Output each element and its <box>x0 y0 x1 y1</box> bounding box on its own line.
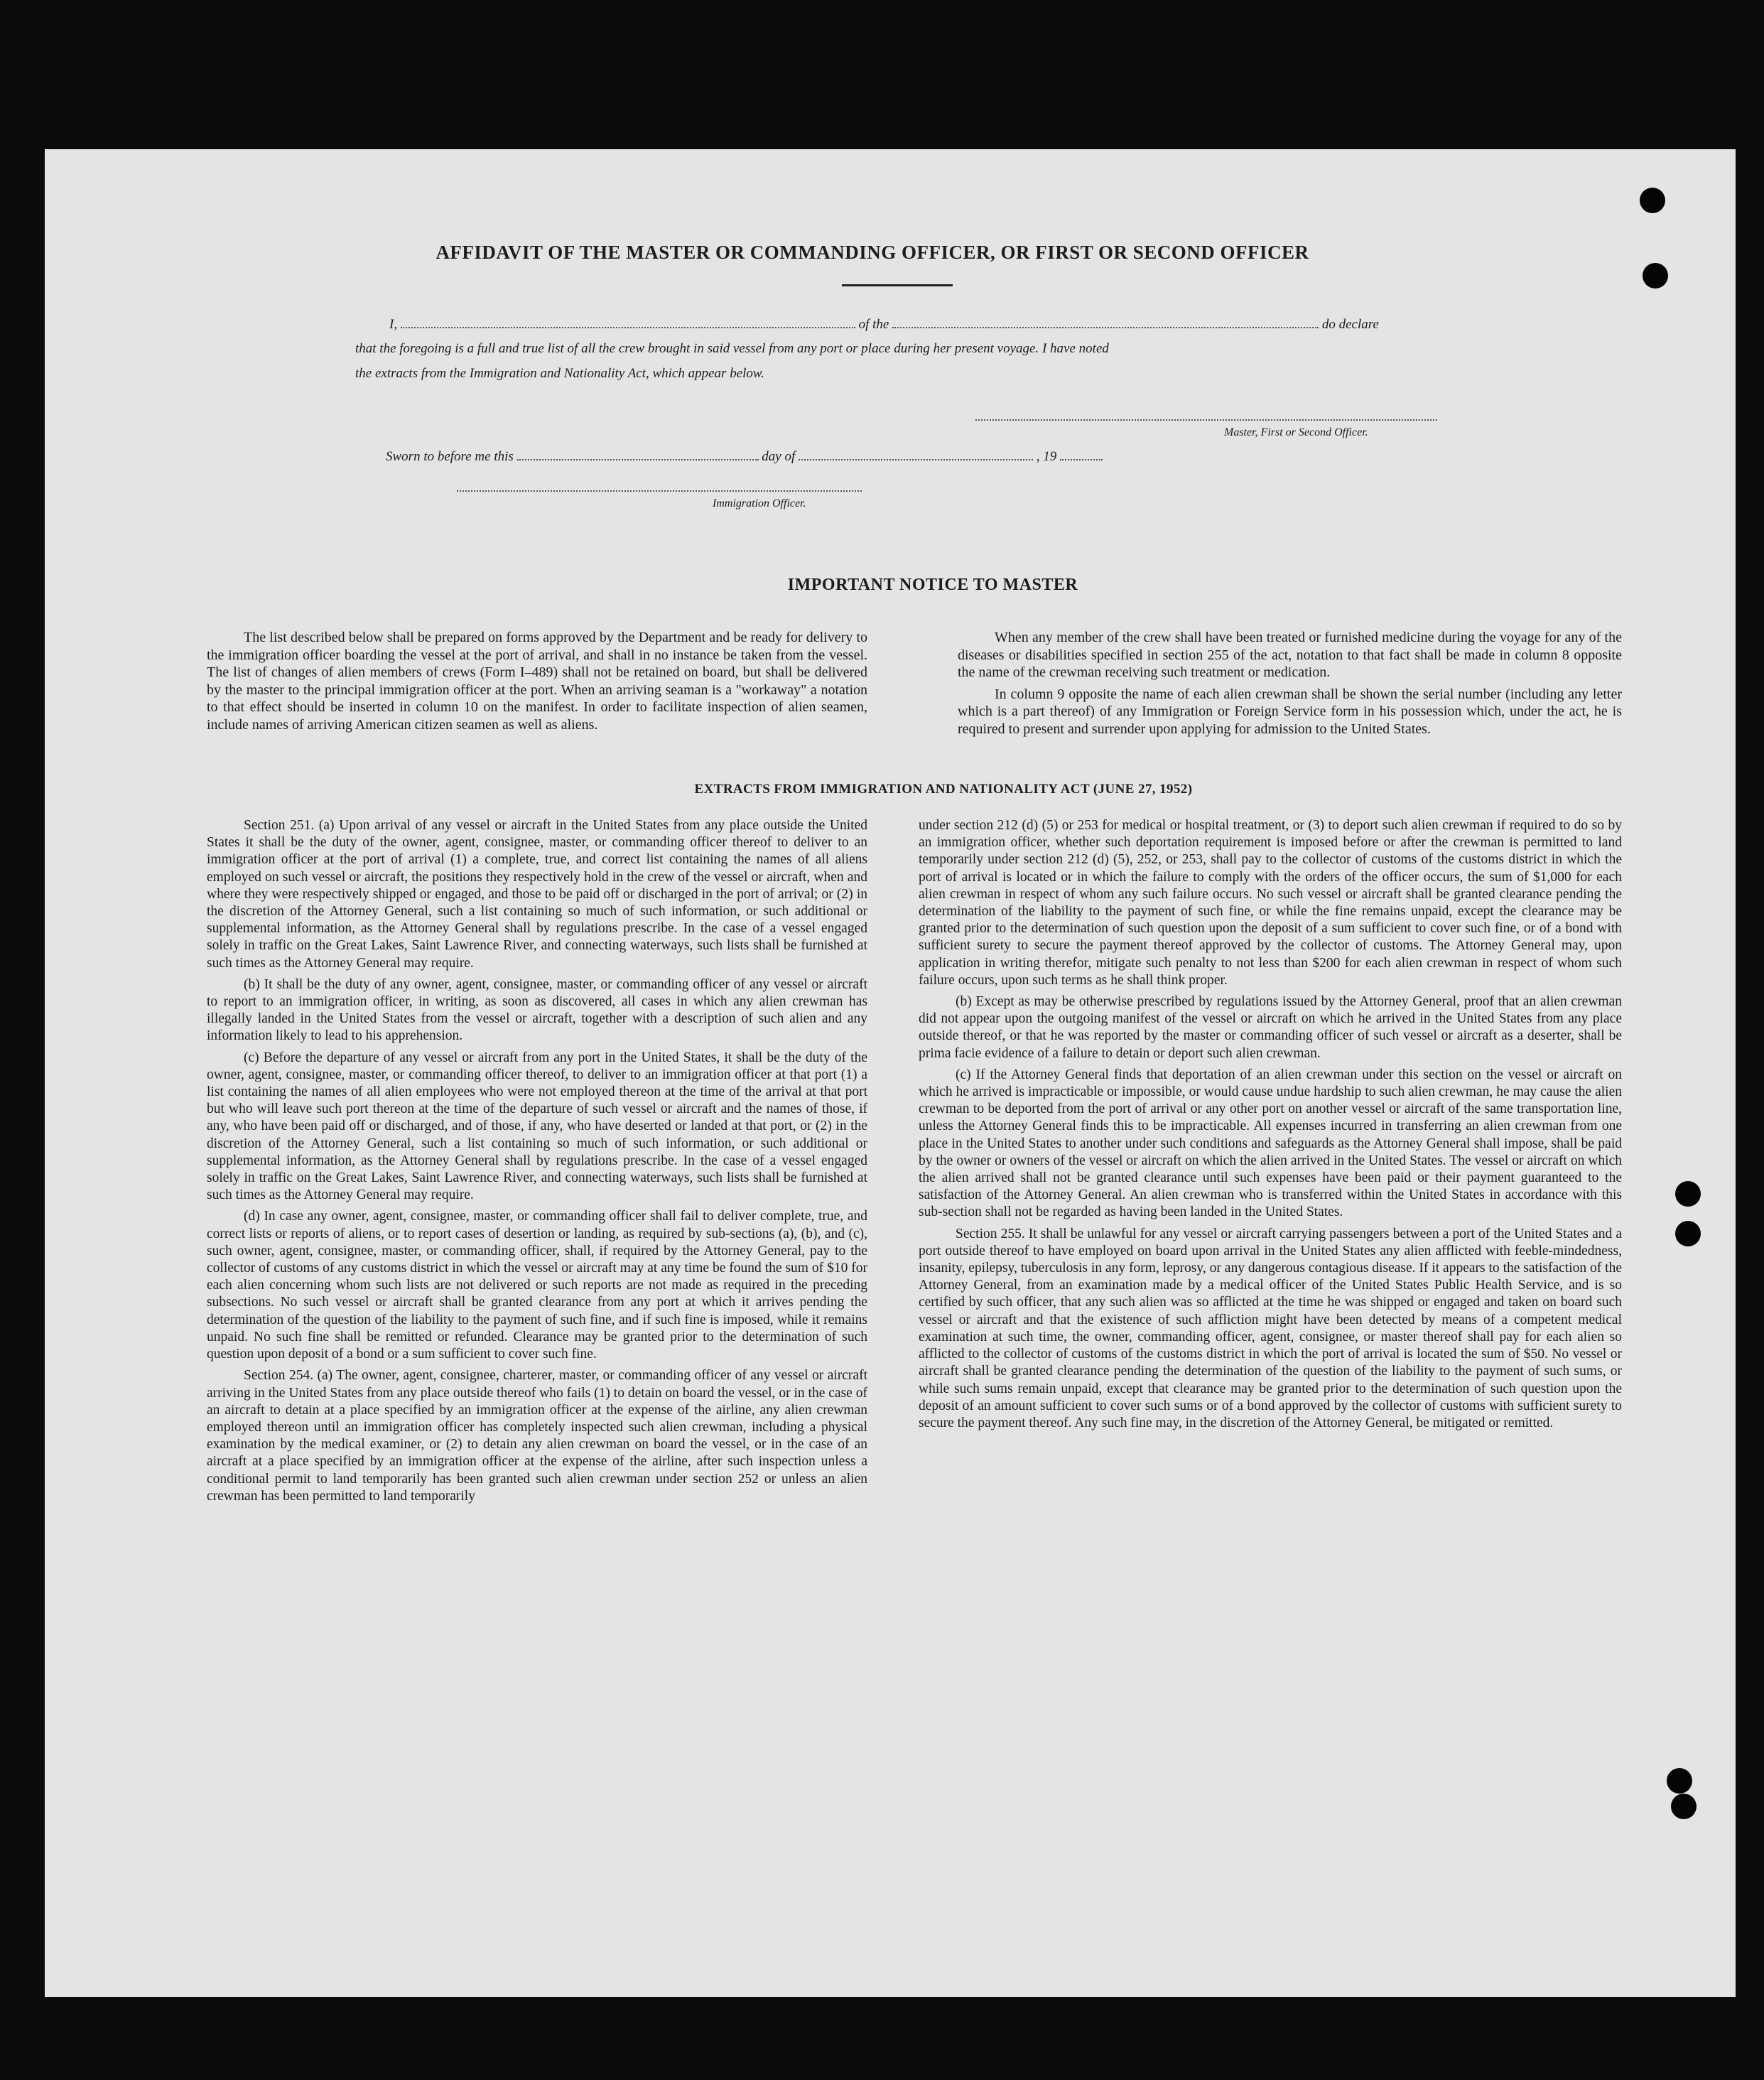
sworn-month-blank[interactable] <box>799 446 1033 460</box>
extract-paragraph: (b) It shall be the duty of any owner, agent, consignee, master, or commanding officer of any vessel or aircraft to report to an immigration officer, in writing, as soon as discovered, all cases in which any alien crewman has illegally landed in the United States from the vessel or aircraft, together with a description of such alien and any information likely to lead to his apprehension. <box>207 976 867 1044</box>
notice-title: IMPORTANT NOTICE TO MASTER <box>787 576 1078 594</box>
sworn-line <box>386 446 1309 465</box>
punch-hole <box>1667 1768 1692 1794</box>
punch-hole <box>1671 1794 1697 1819</box>
immigration-officer-label: Immigration Officer. <box>713 497 806 510</box>
punch-hole <box>1643 263 1668 289</box>
notice-right-paragraph-1: When any member of the crew shall have been treated or furnished medicine during the voyage for any of the diseases or disabilities specified in section 255 of the act, notation to that fact shall be made in column 8 opposite the name of the crewman receiving such treatment or medication. <box>958 630 1622 680</box>
notice-right-paragraph-2: In column 9 opposite the name of each alien crewman shall be shown the serial number (including any letter which is a part thereof) of any Immigration or Foreign Service form in his possession which, under the act, he is required to present and surrender upon applying for admission to the United States. <box>958 686 1622 737</box>
of-the-label: of the <box>858 317 889 332</box>
name-blank[interactable] <box>401 314 855 328</box>
notice-right-column <box>958 629 1622 742</box>
declaration-fill-line <box>389 314 1483 333</box>
sworn-label: Sworn to before me this <box>386 449 514 464</box>
punch-hole <box>1640 188 1665 213</box>
vessel-blank[interactable] <box>892 314 1319 328</box>
master-signature-line[interactable] <box>975 419 1437 421</box>
extracts-title: EXTRACTS FROM IMMIGRATION AND NATIONALITY ACT (JUNE 27, 1952) <box>694 782 1193 797</box>
title-underline <box>842 284 953 286</box>
declaration-line-1: that the foregoing is a full and true list of all the crew brought in said vessel from any port or place during her present voyage. I have noted <box>355 341 1109 356</box>
notice-left-column <box>207 629 867 738</box>
notice-left-paragraph: The list described below shall be prepared on forms approved by the Department and be ready for delivery to the immigration officer boarding the vessel at the port of arrival, and shall in no instance be taken from the vessel. The list of changes of alien members of crews (Form I–489) shall not be retained on board, but shall be delivered by the master to the principal immigration officer at the port. When an arriving seaman is a "workaway" a notation to that effect should be inserted in column 10 on the manifest. In order to facilitate inspection of alien seamen, include names of arriving American citizen seamen as well as aliens. <box>207 630 867 733</box>
master-signature-label: Master, First or Second Officer. <box>1224 426 1368 438</box>
sworn-day-blank[interactable] <box>517 446 759 460</box>
i-label: I, <box>389 317 398 332</box>
day-of-label: day of <box>762 449 796 464</box>
extract-paragraph: (c) If the Attorney General finds that deportation of an alien crewman under this section on the vessel or aircraft on which he arrived is impracticable or impossible, or would cause undue hardship to such alien crewman, he may cause the alien crewman to be deported from the port of arrival or any other port on another vessel or aircraft of the same transportation line, unless the Attorney General finds this to be impracticable. All expenses incurred in transferring an alien crewman from one place in the United States to another under such conditions and safeguards as the Attorney General shall impose, shall be paid by the owner or owners of the vessel or aircraft on which the alien arrived in the United States. The vessel or aircraft on which the alien arrived shall not be granted clearance until such expenses have been paid or their payment guaranteed to the satisfaction of the Attorney General. An alien crewman who is transferred within the United States in accordance with this sub-section shall not be regarded as having been landed in the United States. <box>919 1067 1622 1220</box>
punch-hole <box>1675 1221 1701 1246</box>
punch-hole <box>1675 1181 1701 1207</box>
sworn-year-blank[interactable] <box>1060 446 1103 460</box>
extract-paragraph: under section 212 (d) (5) or 253 for medical or hospital treatment, or (3) to deport such alien crewman if required to do so by an immigration officer, whether such deportation requirement is imposed before or after the crewman is permitted to land temporarily under section 212 (d) (5), 252, or 253, shall pay to the collector of customs of the customs district in which the port of arrival is located or in which the failure to comply with the orders of the officer occurs, the sum of $1,000 for each alien crewman in respect of whom any such failure occurs. No such vessel or aircraft shall be granted clearance pending the determination of the liability to the payment of such fine, or while the fine remains unpaid, except the clearance may be granted prior to the determination of such question upon the deposit of a sum sufficient to cover such fine, or of a bond with sufficient surety to secure the payment thereof approved by the collector of customs. The Attorney General may, upon application in writing therefor, mitigate such penalty to not less than $200 for each alien crewman in respect of whom such failure occurs, upon such terms as he shall think proper. <box>919 818 1622 988</box>
year-label: , 19 <box>1036 449 1057 464</box>
declaration-line-2: the extracts from the Immigration and Nationality Act, which appear below. <box>355 366 764 381</box>
extract-paragraph: Section 254. (a) The owner, agent, consignee, charterer, master, or commanding officer of any vessel or aircraft arriving in the United States from any place outside thereof who fails (1) to detain on board the vessel, or in the case of an aircraft to detain at a place specified by an immigration officer at the expense of the airline, any alien crewman employed thereon until an immigration officer has completely inspected such alien crewman, including a physical examination by the medical examiner, or (2) to detain any alien crewman on board the vessel, or in the case of an aircraft at a place specified by an immigration officer at the expense of the airline, after such inspection unless a conditional permit to land temporarily has been granted such alien crewman under section 252 or unless an alien crewman has been permitted to land temporarily <box>207 1368 867 1504</box>
document-page <box>45 149 1736 1997</box>
immigration-officer-signature-line[interactable] <box>457 490 862 492</box>
extract-paragraph: (b) Except as may be otherwise prescribed by regulations issued by the Attorney General, proof that an alien crewman did not appear upon the outgoing manifest of the vessel or aircraft on which he arrived in the United States from any place outside thereof, or that he was reported by the master or commanding officer of such vessel or aircraft as a deserter, shall be prima facie evidence of a failure to detain or deport such alien crewman. <box>919 994 1622 1061</box>
extract-paragraph: (c) Before the departure of any vessel or aircraft from any port in the United States, it shall be the duty of the owner, agent, consignee, master, or commanding officer thereof, to deliver to an immigration officer at that port (1) a list containing the names of all alien employees who were not employed thereon at the time of the arrival at that port but who will leave such port thereon at the time of the departure of such vessel or aircraft and the names of those, if any, who have been paid off or discharged, and of those, if any, who have deserted or landed at that port, or (2) in the discretion of the Attorney General, such a list containing so much of such information, or such additional or supplemental information, as the Attorney General shall by regulations prescribe. In the case of a vessel engaged solely in traffic on the Great Lakes, Saint Lawrence River, and connecting waterways, such lists shall be furnished at such times as the Attorney General may require. <box>207 1050 867 1203</box>
do-declare-label: do declare <box>1321 317 1379 332</box>
extract-paragraph: Section 251. (a) Upon arrival of any vessel or aircraft in the United States from any place outside the United States it shall be the duty of the owner, agent, consignee, master, or commanding officer thereof to deliver to an immigration officer at the port of arrival (1) a complete, true, and correct list containing the names of all aliens employed on such vessel or aircraft, the positions they respectively hold in the crew of the vessel or aircraft, when and where they were respectively shipped or engaged, and those to be paid off or discharged in the port of arrival; or (2) in the discretion of the Attorney General, such a list containing so much of such information, or such additional or supplemental information, as the Attorney General shall by regulations prescribe. In the case of a vessel engaged solely in traffic on the Great Lakes, Saint Lawrence River, and connecting waterways, such lists shall be furnished at such times as the Attorney General may require. <box>207 818 867 971</box>
extract-paragraph: Section 255. It shall be unlawful for any vessel or aircraft carrying passengers between a port of the United States and a port outside thereof to have employed on board upon arrival in the United States any alien afflicted with feeble-mindedness, insanity, epilepsy, tuberculosis in any form, leprosy, or any dangerous contagious disease. If it appears to the satisfaction of the Attorney General, from an examination made by a medical officer of the United States Public Health Service, and is so certified by such officer, that any such alien was so afflicted at the time he was shipped or engaged and taken on board such vessel or aircraft and that the existence of such affliction might have been detected by means of a competent medical examination at such time, the owner, commanding officer, agent, consignee, or master thereof shall pay for each alien so afflicted to the collector of customs of the customs district in which the port of arrival is located the sum of $50. No vessel or aircraft shall be granted clearance pending the determination of the question of the liability to the payment of such sums, or while such sums remain unpaid, except that clearance may be granted prior to the determination of such question upon the deposit of an amount sufficient to cover such sums or of a bond approved by the collector of customs with sufficient surety to secure the payment thereof. Any such fine may, in the discretion of the Attorney General, be mitigated or remitted. <box>919 1226 1622 1430</box>
extracts-left-column <box>207 817 867 1509</box>
extract-paragraph: (d) In case any owner, agent, consignee, master, or commanding officer shall fail to deliver complete, true, and correct lists or reports of aliens, or to report cases of desertion or landing, as required by sub-sections (a), (b), and (c), such owner, agent, consignee, master, or commanding officer, shall, if required by the Attorney General, pay to the collector of customs of any customs district in which the vessel or aircraft may at any time be found the sum of $10 for each alien concerning whom such lists are not delivered or such reports are not made as required in the preceding subsections. No such vessel or aircraft shall be granted clearance from any port at which it arrives pending the determination of the question of the liability to the payment of such fine, and if such fine is imposed, while it remains unpaid. No such fine shall be remitted or refunded. Clearance may be granted prior to the determination of such question upon deposit of a bond or a sum sufficient to cover such fine. <box>207 1209 867 1362</box>
extracts-right-column <box>919 817 1622 1436</box>
affidavit-title: AFFIDAVIT OF THE MASTER OR COMMANDING OFFICER, OR FIRST OR SECOND OFFICER <box>435 242 1309 263</box>
